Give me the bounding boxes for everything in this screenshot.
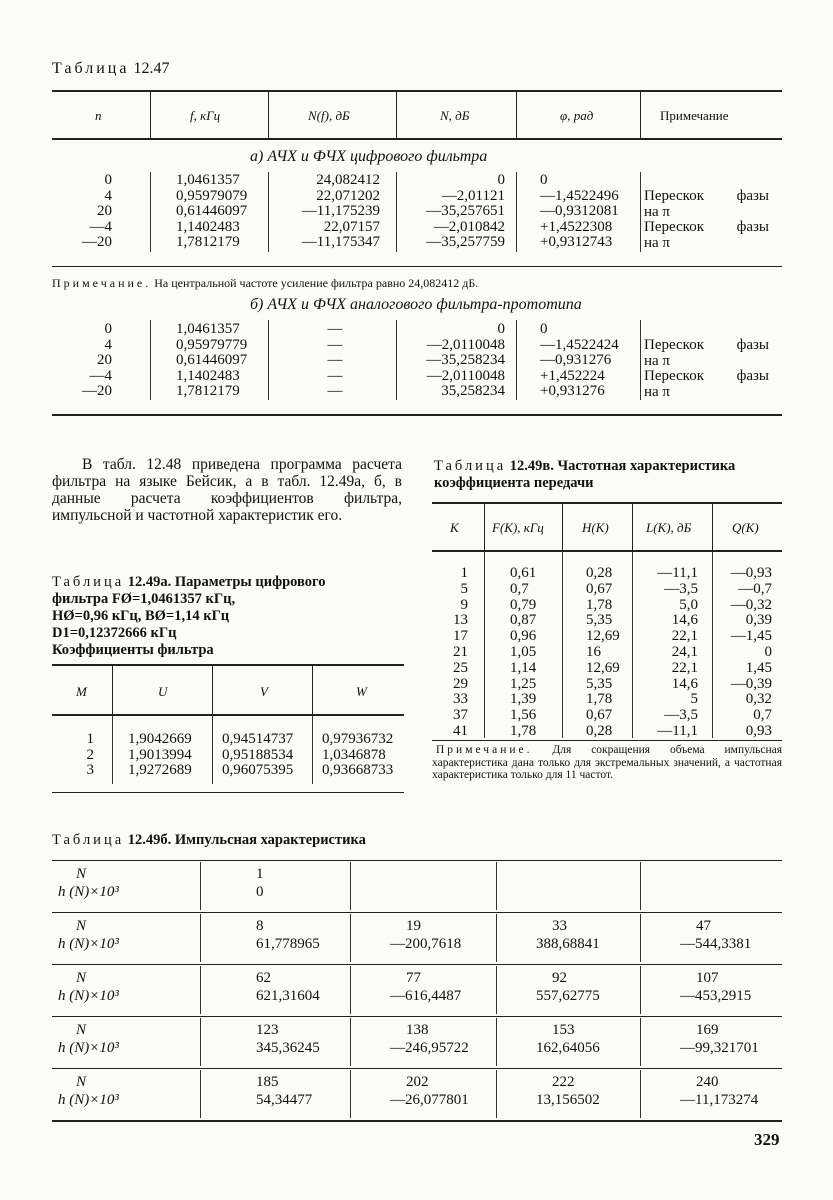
table-cell: —2,0110048 xyxy=(426,336,505,353)
impulse-n-value: 185 xyxy=(256,1074,279,1090)
body-paragraph: В табл. 12.48 приведена программа расчета фильтра на языке Бейсик, а в табл. 12.49а, б, в данные расчета коэффициентов фильтра, импульсной и частотной характеристик его. xyxy=(52,456,402,524)
impulse-h-value: 0 xyxy=(256,884,264,900)
table-cell: 0,93668733 xyxy=(322,762,394,778)
table-cell: —4 xyxy=(89,367,112,384)
table-cell: 0,61446097 xyxy=(176,203,248,219)
table-cell: —35,257759 xyxy=(426,234,505,250)
table-cell: 37 xyxy=(453,707,468,724)
t1249a-col-v xyxy=(222,732,293,779)
table-cell: +1,452224 xyxy=(540,367,605,384)
table-cell: 0 xyxy=(104,172,112,188)
impulse-h-value: 162,64056 xyxy=(536,1040,600,1056)
table-cell: —2,0110048 xyxy=(426,367,505,384)
impulse-bottom-rule xyxy=(52,1120,782,1122)
table-cell: 5,0 xyxy=(679,596,698,613)
table-cell: —0,931276 xyxy=(540,352,612,368)
t1249a-vline xyxy=(312,716,313,784)
t1247-header-f: f, кГц xyxy=(190,108,221,123)
remark-line xyxy=(644,189,769,205)
table-cell: 0 xyxy=(497,172,505,188)
t1247-header-note: Примечание xyxy=(660,108,729,123)
table-cell: 0,61 xyxy=(510,565,537,581)
table-cell: 0,32 xyxy=(745,691,772,708)
table-cell: 22,07157 xyxy=(323,218,380,235)
t1247-mid-rule xyxy=(52,266,782,267)
impulse-col-rule xyxy=(200,1018,201,1066)
impulse-label-n: N xyxy=(76,918,87,934)
impulse-col-rule xyxy=(640,1018,641,1066)
t1249a-vline xyxy=(212,666,213,714)
t1247a-col-f xyxy=(176,173,247,251)
impulse-h-value: 54,34477 xyxy=(256,1092,313,1108)
table-cell: 16 xyxy=(586,643,601,660)
table-cell: 1 xyxy=(460,565,468,581)
t1247a-col-n-db xyxy=(400,173,505,251)
table-cell: 1,1402483 xyxy=(176,218,240,235)
impulse-col-rule xyxy=(350,862,351,910)
remark-word: на π xyxy=(644,203,671,220)
impulse-h-value: 621,31604 xyxy=(256,988,320,1004)
impulse-h-value: 345,36245 xyxy=(256,1040,320,1056)
table-cell: 0,96075395 xyxy=(222,762,294,778)
table-cell: —0,9312081 xyxy=(540,203,619,219)
table-cell: 1,78 xyxy=(586,596,613,613)
table-cell: 0,67 xyxy=(586,580,613,597)
table-cell: —0,32 xyxy=(730,596,772,613)
table-cell: — xyxy=(327,383,343,399)
t1247-vline xyxy=(396,320,397,400)
table-cell: +1,4522308 xyxy=(540,218,613,235)
table-cell: 0 xyxy=(104,321,112,337)
table-cell: 0,95188534 xyxy=(222,746,294,763)
impulse-h-value: —200,7618 xyxy=(390,936,462,952)
t1249a-header-m: M xyxy=(76,684,87,699)
t1249a-vline xyxy=(212,716,213,784)
t1247b-col-n-db xyxy=(400,322,505,400)
t1249v-vline xyxy=(562,552,563,738)
table-cell: 1,0461357 xyxy=(176,321,240,337)
t1249v-header-f: F(K), кГц xyxy=(492,520,544,535)
table-cell: 1,9013994 xyxy=(128,746,192,763)
impulse-row-rule xyxy=(52,860,782,861)
table-cell: —2,01121 xyxy=(441,187,505,204)
table-cell: 33 xyxy=(453,691,468,708)
remark-word: Перескок xyxy=(644,188,704,204)
table-cell: +0,931276 xyxy=(540,383,605,399)
table-cell: —3,5 xyxy=(664,580,698,597)
t1247-top-rule xyxy=(52,90,782,92)
t1247b-col-phi xyxy=(540,322,619,400)
t1249a-header-v: V xyxy=(260,684,268,699)
table-cell: 29 xyxy=(453,675,468,692)
table-cell: —11,1 xyxy=(657,565,698,581)
t1249v-note: Примечание. Для сокращения объема импульсная характеристика дана только для экстремальных значений, а частотная характеристика только для 11 частот. xyxy=(432,744,782,781)
impulse-col-rule xyxy=(200,914,201,962)
t1249a-top-rule xyxy=(52,664,404,666)
t1247b-col-remark xyxy=(644,338,769,400)
impulse-label-h: h (N)×10³ xyxy=(58,1092,119,1108)
remark-word: фазы xyxy=(736,219,769,235)
table-cell: 14,6 xyxy=(671,612,698,629)
impulse-col-rule xyxy=(200,862,201,910)
remark-word: Перескок xyxy=(644,368,704,384)
impulse-h-value: —246,95722 xyxy=(390,1040,469,1056)
table-cell: 1,14 xyxy=(510,659,537,676)
table-cell: 1,78 xyxy=(510,722,537,739)
t1247-header-nf: N(f), дБ xyxy=(308,108,350,123)
impulse-n-value: 107 xyxy=(696,970,719,986)
table-12-47-caption: Таблица 12.47 xyxy=(52,60,170,77)
remark-word: на π xyxy=(644,352,671,369)
t1247-header-n: n xyxy=(95,108,102,123)
impulse-col-rule xyxy=(496,1018,497,1066)
remark-line xyxy=(644,205,769,221)
table-cell: 0,28 xyxy=(586,722,613,739)
table-cell: 0,61446097 xyxy=(176,352,248,368)
t1247-vline xyxy=(150,92,151,138)
t1249a-vline xyxy=(112,666,113,714)
t1249v-vline xyxy=(712,552,713,738)
t1249v-col-h xyxy=(586,566,620,740)
table-cell: 4 xyxy=(104,336,112,353)
impulse-h-value: 557,62775 xyxy=(536,988,600,1004)
impulse-n-value: 240 xyxy=(696,1074,719,1090)
impulse-row-rule xyxy=(52,912,782,913)
table-cell: —20 xyxy=(82,383,112,399)
table-cell: 1,7812179 xyxy=(176,383,240,399)
impulse-n-value: 19 xyxy=(406,918,421,934)
impulse-label-n: N xyxy=(76,970,87,986)
table-cell: 13 xyxy=(453,612,468,629)
t1249a-col-w xyxy=(322,732,393,779)
impulse-n-value: 222 xyxy=(552,1074,575,1090)
t1249v-bottom-rule xyxy=(432,740,782,741)
table-cell: 4 xyxy=(104,187,112,204)
table-cell: 0,93 xyxy=(745,722,772,739)
table-cell: —35,258234 xyxy=(426,352,505,368)
impulse-label-h: h (N)×10³ xyxy=(58,936,119,952)
table-cell: 14,6 xyxy=(671,675,698,692)
table-cell: 0,39 xyxy=(745,612,772,629)
table-cell: 24,1 xyxy=(671,643,698,660)
table-cell: 1,9042669 xyxy=(128,731,192,747)
impulse-n-value: 169 xyxy=(696,1022,719,1038)
table-cell: 3 xyxy=(86,762,94,778)
table-cell: 1 xyxy=(86,731,94,747)
impulse-label-n: N xyxy=(76,1074,87,1090)
t1247-bottom-rule xyxy=(52,414,782,416)
impulse-row-rule xyxy=(52,1016,782,1017)
impulse-h-value: —11,173274 xyxy=(680,1092,759,1108)
t1249a-col-u xyxy=(128,732,192,779)
t1247-vline xyxy=(516,172,517,252)
table-cell: 22,071202 xyxy=(316,187,380,204)
remark-line xyxy=(644,385,769,401)
t1249v-vline xyxy=(484,504,485,550)
table-cell: 0,28 xyxy=(586,565,613,581)
table-cell: 5,35 xyxy=(586,675,613,692)
table-cell: —11,175239 xyxy=(301,203,380,219)
page-number: 329 xyxy=(754,1130,780,1149)
table-cell: 20 xyxy=(97,203,112,219)
impulse-col-rule xyxy=(496,914,497,962)
impulse-col-rule xyxy=(350,914,351,962)
impulse-h-value: 13,156502 xyxy=(536,1092,600,1108)
remark-line xyxy=(644,369,769,385)
t1249v-header-h: H(K) xyxy=(582,520,609,535)
t1247-note: Примечание. На центральной частоте усиление фильтра равно 24,082412 дБ. xyxy=(52,276,479,290)
table-cell: 35,258234 xyxy=(441,383,505,399)
remark-word: на π xyxy=(644,234,671,251)
table-cell: 1,7812179 xyxy=(176,234,240,250)
remark-word: фазы xyxy=(736,337,769,353)
table-cell: 1,05 xyxy=(510,643,537,660)
t1249v-vline xyxy=(632,504,633,550)
impulse-col-rule xyxy=(640,1070,641,1118)
table-cell: 0,95979779 xyxy=(176,336,248,353)
remark-line xyxy=(644,354,769,370)
t1247-vline xyxy=(640,320,641,400)
table-cell: —3,5 xyxy=(664,707,698,724)
table-cell: — xyxy=(327,352,343,368)
table-cell: 1,25 xyxy=(510,675,537,692)
t1249v-header-k: K xyxy=(450,520,459,535)
t1247-section-b: б) АЧХ и ФЧХ аналогового фильтра-прототипа xyxy=(250,296,582,313)
t1247-vline xyxy=(516,92,517,138)
impulse-row-rule xyxy=(52,964,782,965)
impulse-h-value: —544,3381 xyxy=(680,936,752,952)
impulse-n-value: 47 xyxy=(696,918,711,934)
table-cell: +0,9312743 xyxy=(540,234,613,250)
remark-word: фазы xyxy=(736,188,769,204)
table-cell: 5 xyxy=(690,691,698,708)
table-cell: —1,45 xyxy=(730,628,772,645)
table-cell: 0,95979079 xyxy=(176,187,248,204)
table-cell: —0,7 xyxy=(738,580,772,597)
table-cell: —35,257651 xyxy=(426,203,505,219)
table-cell: 12,69 xyxy=(586,628,620,645)
impulse-n-value: 62 xyxy=(256,970,271,986)
impulse-label-h: h (N)×10³ xyxy=(58,1040,119,1056)
table-cell: 22,1 xyxy=(671,659,698,676)
table-cell: 21 xyxy=(453,643,468,660)
impulse-col-rule xyxy=(350,1018,351,1066)
impulse-col-rule xyxy=(496,862,497,910)
impulse-n-value: 8 xyxy=(256,918,264,934)
table-cell: 25 xyxy=(453,659,468,676)
t1249v-col-q xyxy=(718,566,772,740)
t1247a-col-remark xyxy=(644,189,769,251)
t1247-vline xyxy=(150,172,151,252)
remark-line xyxy=(644,338,769,354)
t1247a-col-n xyxy=(60,173,112,251)
remark-word: Перескок xyxy=(644,219,704,235)
t1247a-col-nf xyxy=(280,173,380,251)
t1247-header-rule xyxy=(52,138,782,140)
t1247-vline xyxy=(268,320,269,400)
table-cell: —11,175347 xyxy=(301,234,380,250)
table-cell: —1,4522424 xyxy=(540,336,619,353)
table-cell: 0,7 xyxy=(510,580,529,597)
table-cell: 0,7 xyxy=(753,707,772,724)
t1249a-col-m xyxy=(60,732,94,779)
table-cell: —11,1 xyxy=(657,722,698,739)
impulse-n-value: 92 xyxy=(552,970,567,986)
table-cell: 0 xyxy=(764,643,772,660)
table-12-49a-caption: Таблица 12.49а. Параметры цифрового фильтра FØ=1,0461357 кГц, HØ=0,96 кГц, BØ=1,14 кГц D1=0,12372666 кГц Коэффициенты фильтра xyxy=(52,574,326,658)
table-cell: 41 xyxy=(453,722,468,739)
impulse-h-value: 61,778965 xyxy=(256,936,320,952)
impulse-col-rule xyxy=(200,966,201,1014)
table-cell: —0,39 xyxy=(730,675,772,692)
table-12-49b-caption: Таблица 12.49б. Импульсная характеристика xyxy=(52,832,366,848)
t1247-header-ndb: N, дБ xyxy=(440,108,470,123)
impulse-h-value: 388,68841 xyxy=(536,936,600,952)
impulse-n-value: 138 xyxy=(406,1022,429,1038)
table-cell: —2,010842 xyxy=(433,218,505,235)
table-cell: 1,78 xyxy=(586,691,613,708)
t1247-header-phi: φ, рад xyxy=(560,108,594,123)
table-cell: —20 xyxy=(82,234,112,250)
t1249a-header-rule xyxy=(52,714,404,716)
table-cell: 9 xyxy=(460,596,468,613)
table-cell: 0,79 xyxy=(510,596,537,613)
t1249a-bottom-rule xyxy=(52,792,404,793)
table-cell: 2 xyxy=(86,746,94,763)
table-cell: 5 xyxy=(460,580,468,597)
t1249v-vline xyxy=(562,504,563,550)
table-cell: 0,94514737 xyxy=(222,731,294,747)
table-cell: 0,87 xyxy=(510,612,537,629)
table-cell: 1,56 xyxy=(510,707,537,724)
t1247-vline xyxy=(516,320,517,400)
remark-line xyxy=(644,220,769,236)
table-cell: 0,97936732 xyxy=(322,731,394,747)
impulse-label-h: h (N)×10³ xyxy=(58,884,119,900)
table-cell: 0 xyxy=(540,321,548,337)
impulse-col-rule xyxy=(200,1070,201,1118)
t1247-vline xyxy=(268,172,269,252)
impulse-row-rule xyxy=(52,1068,782,1069)
impulse-col-rule xyxy=(496,966,497,1014)
impulse-col-rule xyxy=(640,966,641,1014)
impulse-col-rule xyxy=(350,1070,351,1118)
table-cell: 0 xyxy=(497,321,505,337)
t1247-section-a: а) АЧХ и ФЧХ цифрового фильтра xyxy=(250,148,488,165)
table-cell: 1,39 xyxy=(510,691,537,708)
table-cell: 0 xyxy=(540,172,548,188)
remark-word: на π xyxy=(644,383,671,400)
t1249a-header-w: W xyxy=(356,684,367,699)
t1247-vline xyxy=(396,172,397,252)
t1247-vline xyxy=(396,92,397,138)
table-cell: 20 xyxy=(97,352,112,368)
table-cell: — xyxy=(327,321,343,337)
impulse-h-value: —26,077801 xyxy=(390,1092,469,1108)
impulse-h-value: —616,4487 xyxy=(390,988,462,1004)
table-12-49v-caption: Таблица 12.49в. Частотная характеристика коэффициента передачи xyxy=(434,458,736,491)
t1247-vline xyxy=(640,92,641,138)
t1249v-col-l xyxy=(636,566,698,740)
table-cell: 1,0346878 xyxy=(322,746,386,763)
table-cell: —1,4522496 xyxy=(540,187,619,204)
table-cell: 0,96 xyxy=(510,628,537,645)
t1249v-vline xyxy=(632,552,633,738)
t1249v-header-q: Q(K) xyxy=(732,520,759,535)
impulse-col-rule xyxy=(350,966,351,1014)
impulse-h-value: —99,321701 xyxy=(680,1040,759,1056)
t1247-vline xyxy=(640,172,641,252)
t1249v-header-l: L(K), дБ xyxy=(646,520,692,535)
table-cell: 12,69 xyxy=(586,659,620,676)
t1249v-vline xyxy=(484,552,485,738)
impulse-n-value: 202 xyxy=(406,1074,429,1090)
table-cell: 1,1402483 xyxy=(176,367,240,384)
table-cell: 1,9272689 xyxy=(128,762,192,778)
t1247b-col-f xyxy=(176,322,247,400)
impulse-n-value: 77 xyxy=(406,970,421,986)
impulse-label-n: N xyxy=(76,866,87,882)
t1247-vline xyxy=(150,320,151,400)
t1249v-col-k xyxy=(440,566,468,740)
t1247b-col-nf xyxy=(300,322,370,400)
table-cell: — xyxy=(327,367,343,384)
table-cell: 0,67 xyxy=(586,707,613,724)
remark-word: Перескок xyxy=(644,337,704,353)
impulse-h-value: —453,2915 xyxy=(680,988,752,1004)
table-cell: 22,1 xyxy=(671,628,698,645)
impulse-label-n: N xyxy=(76,1022,87,1038)
t1249a-vline xyxy=(112,716,113,784)
remark-line xyxy=(644,236,769,252)
t1249a-header-u: U xyxy=(158,684,168,699)
impulse-col-rule xyxy=(640,862,641,910)
table-cell: 5,35 xyxy=(586,612,613,629)
t1247a-col-phi xyxy=(540,173,619,251)
table-cell: 1,45 xyxy=(745,659,772,676)
impulse-n-value: 153 xyxy=(552,1022,575,1038)
table-cell: 24,082412 xyxy=(316,172,380,188)
t1247-vline xyxy=(268,92,269,138)
remark-word: фазы xyxy=(736,368,769,384)
t1249a-vline xyxy=(312,666,313,714)
t1249v-col-f xyxy=(510,566,536,740)
table-cell: —0,93 xyxy=(730,565,772,581)
t1247b-col-n xyxy=(60,322,112,400)
table-cell: 1,0461357 xyxy=(176,172,240,188)
impulse-n-value: 1 xyxy=(256,866,264,882)
impulse-label-h: h (N)×10³ xyxy=(58,988,119,1004)
impulse-n-value: 33 xyxy=(552,918,567,934)
table-cell: 17 xyxy=(453,628,468,645)
impulse-n-value: 123 xyxy=(256,1022,279,1038)
impulse-col-rule xyxy=(640,914,641,962)
t1249v-vline xyxy=(712,504,713,550)
table-cell: — xyxy=(327,336,343,353)
impulse-col-rule xyxy=(496,1070,497,1118)
table-cell: —4 xyxy=(89,218,112,235)
